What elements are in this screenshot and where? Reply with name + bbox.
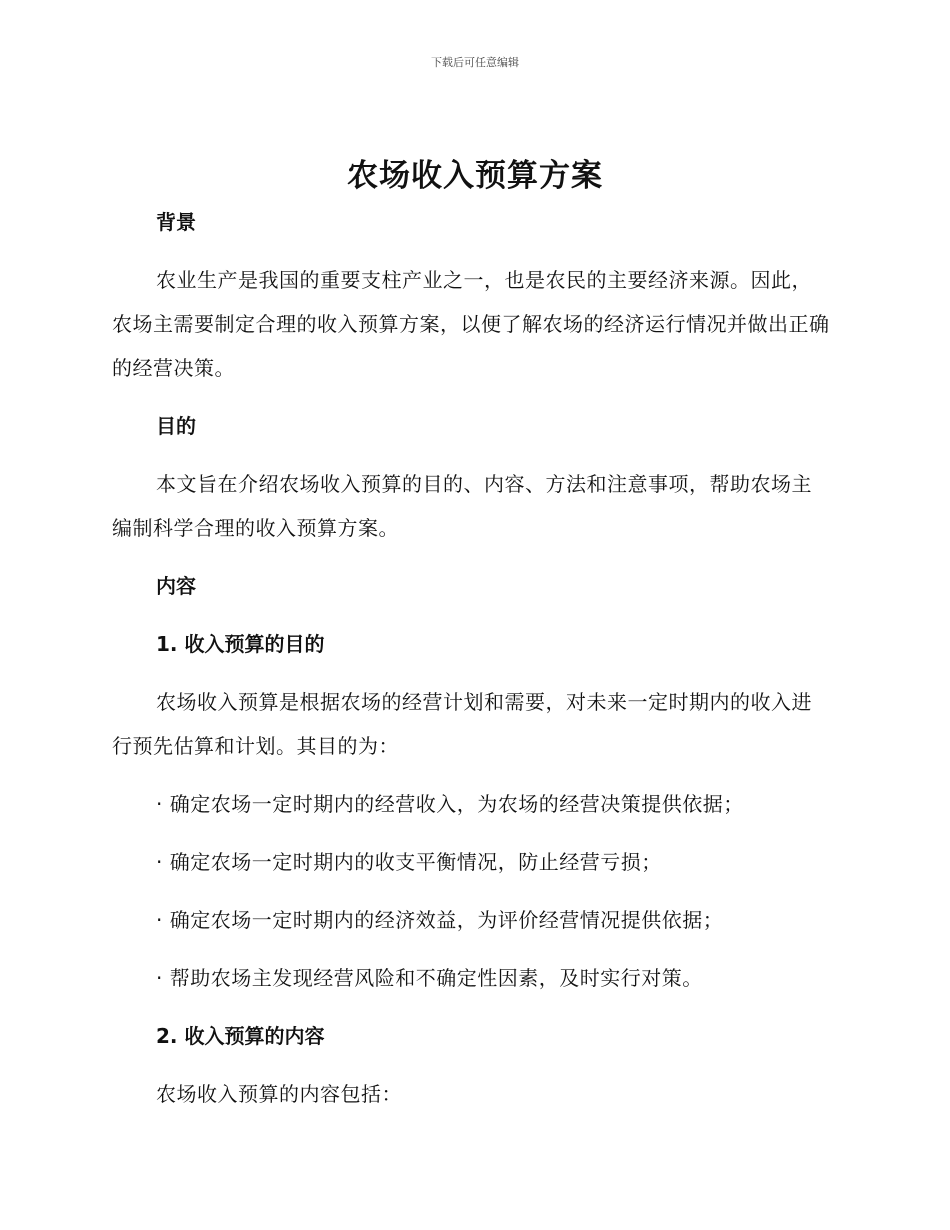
document-title: 农场收入预算方案 xyxy=(347,158,603,194)
heading-budget-purpose: 1. 收入预算的目的 xyxy=(156,632,325,656)
list-item: · 确定农场一定时期内的收支平衡情况，防止经营亏损； xyxy=(156,850,662,874)
heading-purpose: 目的 xyxy=(156,414,196,438)
heading-content: 内容 xyxy=(156,574,196,598)
paragraph-background: 农业生产是我国的重要支柱产业之一，也是农民的主要经济来源。因此，农场主需要制定合理的收入预算方案，以便了解农场的经济运行情况并做出正确的经营决策。 xyxy=(112,268,830,380)
document-body xyxy=(112,200,832,1130)
list-item: · 确定农场一定时期内的经营收入，为农场的经营决策提供依据； xyxy=(156,792,744,816)
heading-budget-content: 2. 收入预算的内容 xyxy=(156,1024,325,1048)
paragraph-budget-purpose: 农场收入预算是根据农场的经营计划和需要，对未来一定时期内的收入进行预先估算和计划。其目的为： xyxy=(112,690,812,758)
list-item: · 帮助农场主发现经营风险和不确定性因素，及时实行对策。 xyxy=(156,966,703,990)
list-item: · 确定农场一定时期内的经济效益，为评价经营情况提供依据； xyxy=(156,908,724,932)
header-note: 下载后可任意编辑 xyxy=(431,56,519,69)
paragraph-purpose: 本文旨在介绍农场收入预算的目的、内容、方法和注意事项，帮助农场主编制科学合理的收入预算方案。 xyxy=(112,472,812,540)
heading-background: 背景 xyxy=(156,210,196,234)
paragraph-budget-content: 农场收入预算的内容包括： xyxy=(156,1082,402,1106)
